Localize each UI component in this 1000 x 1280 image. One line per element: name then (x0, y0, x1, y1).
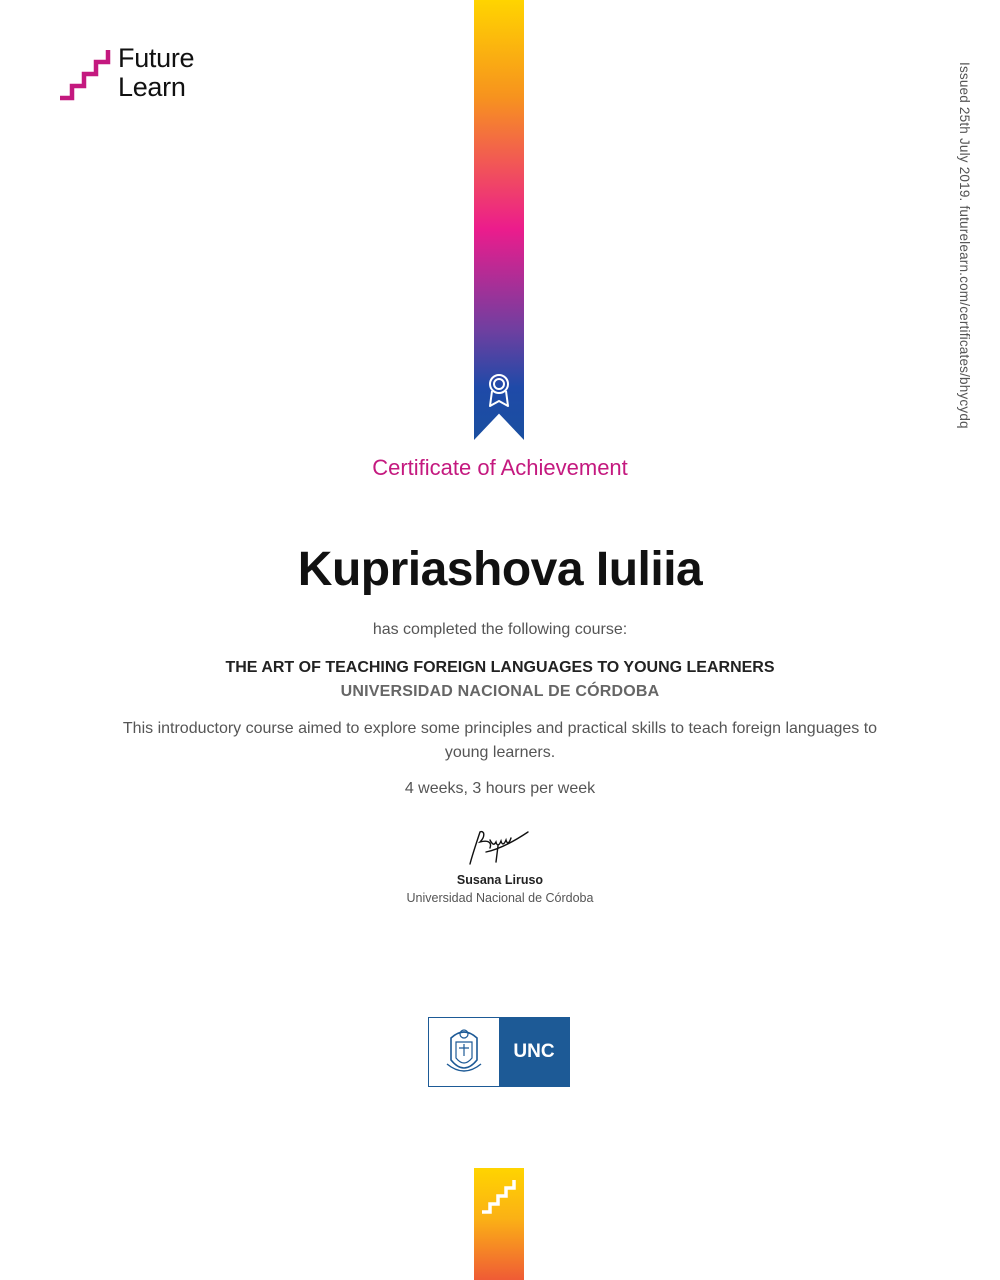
university-crest-icon (429, 1018, 499, 1086)
gradient-ribbon (474, 0, 524, 440)
course-duration: 4 weeks, 3 hours per week (404, 780, 596, 797)
signature (466, 822, 534, 868)
signatory-organization: Universidad Nacional de Córdoba (406, 891, 594, 905)
futurelearn-logo (58, 44, 218, 104)
bottom-ribbon (474, 1168, 524, 1280)
stairs-icon (58, 48, 112, 102)
logo-line-1: Future (118, 43, 195, 73)
course-description: This introductory course aimed to explore some principles and practical skills to teach foreign languages to young learners. (122, 720, 878, 761)
award-badge-icon (486, 372, 512, 408)
university-name: UNIVERSIDAD NACIONAL DE CÓRDOBA (340, 683, 660, 700)
recipient-name: Kupriashova Iuliia (297, 543, 703, 596)
logo-line-2: Learn (118, 72, 186, 102)
course-title: THE ART OF TEACHING FOREIGN LANGUAGES TO YOUNG LEARNERS (225, 659, 775, 676)
completed-text: has completed the following course: (372, 621, 628, 638)
unc-label: UNC (499, 1018, 569, 1086)
stairs-icon (480, 1178, 518, 1216)
issue-info (958, 62, 972, 442)
issue-info-text: Issued 25th July 2019. futurelearn.com/certificates/bhycydq (957, 62, 972, 429)
signatory-name: Susana Liruso (456, 873, 544, 887)
certificate-title: Certificate of Achievement (372, 455, 628, 480)
unc-logo (428, 1017, 570, 1087)
logo-wordmark (118, 44, 194, 102)
